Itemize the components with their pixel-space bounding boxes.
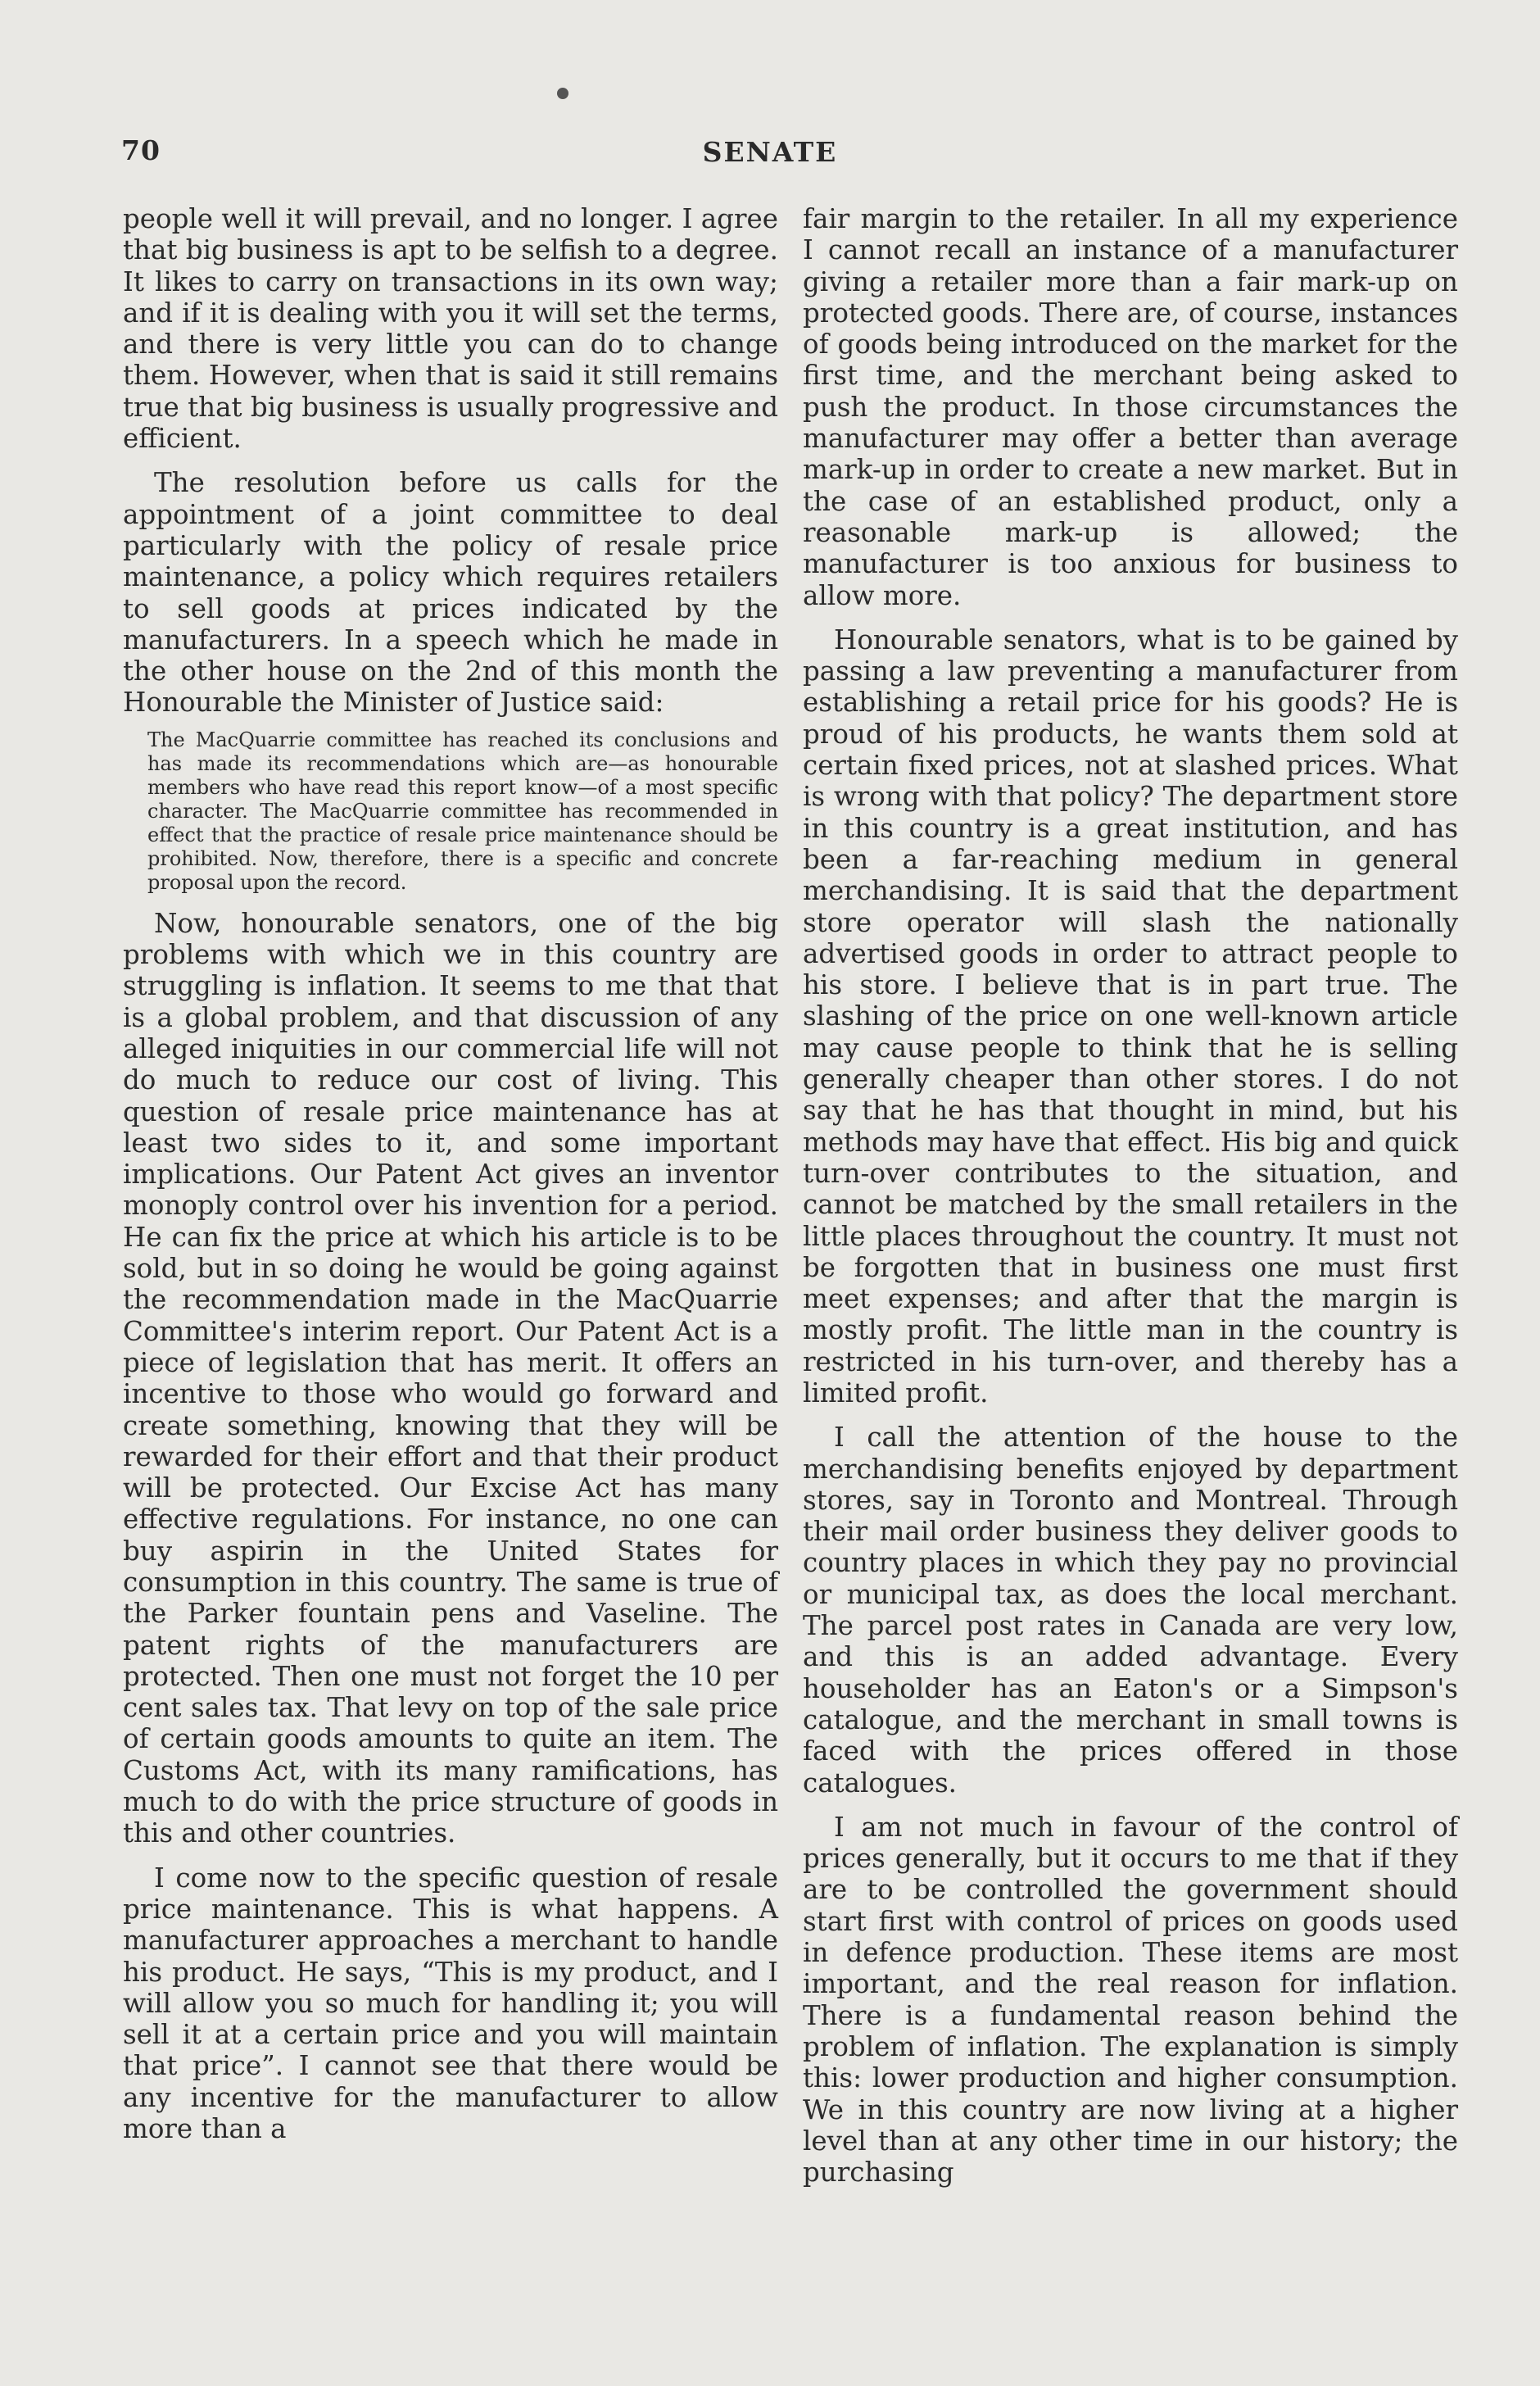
paragraph: Honourable senators, what is to be gained by passing a law preventing a manufacturer from establishing a retail price for his goods? He is proud of his products, he wants them sold at certain fixed prices, not at slashed prices. What is wrong with that policy? The department store in this country is a great institution, and has been a far-reaching medium in general merchandising. It is said that the department store operator will slash the nationally advertised goods in order to attract people to his store. I believe that is in part true. The slashing of the price on one well-known article may cause people to think that he is selling generally cheaper than other stores. I do not say that he has that thought in mind, but his methods may have that effect. His big and quick turn-over contributes to the situation, and cannot be matched by the small retailers in the little places throughout the country. It must not be forgotten that in business one must first meet expenses; and after that the margin is mostly profit. The little man in the country is restricted in his turn-over, and thereby has a limited profit. [803,624,1458,1408]
paragraph: fair margin to the retailer. In all my experience I cannot recall an instance of a manufacturer giving a retailer more than a fair mark-up on protected goods. There are, of course, instances of goods being introduced on the market for the first time, and the merchant being asked to push the product. In those circumstances the manufacturer may offer a better than average mark-up in order to create a new market. But in the case of an established product, only a reasonable mark-up is allowed; the manufacturer is too anxious for business to allow more. [803,203,1458,611]
paragraph: I call the attention of the house to the merchandising benefits enjoyed by department stores, say in Toronto and Montreal. Through their mail order business they deliver goods to country places in which they pay no provincial or municipal tax, as does the local merchant. The parcel post rates in Canada are very low, and this is an added advantage. Every householder has an Eaton's or a Simpson's catalogue, and the merchant in small towns is faced with the prices offered in those catalogues. [803,1422,1458,1799]
block-quote: The MacQuarrie committee has reached its conclusions and has made its recommendations which are—as honourable members who have read this report know—of a most specific character. The MacQuarrie committee has recommended in effect that the practice of resale price maintenance should be prohibited. Now, therefore, there is a specific and concrete proposal upon the record. [147,728,778,894]
paragraph: people well it will prevail, and no longer. I agree that big business is apt to be selfish to a degree. It likes to carry on transactions in its own way; and if it is dealing with you it will set the terms, and there is very little you can do to change them. However, when that is said it still remains true that big business is usually progressive and efficient. [123,203,778,455]
paragraph: Now, honourable senators, one of the big problems with which we in this country are struggling is inflation. It seems to me that that is a global problem, and that discussion of any alleged iniquities in our commercial life will not do much to reduce our cost of living. This question of resale price maintenance has at least two sides to it, and some important implications. Our Patent Act gives an inventor monoply control over his invention for a period. He can fix the price at which his article is to be sold, but in so doing he would be going against the recommendation made in the MacQuarrie Committee's interim report. Our Patent Act is a piece of legislation that has merit. It offers an incentive to those who would go forward and create something, knowing that they will be rewarded for their effort and that their product will be protected. Our Excise Act has many effective regulations. For instance, no one can buy aspirin in the United States for consumption in this country. The same is true of the Parker fountain pens and Vaseline. The patent rights of the manufacturers are protected. Then one must not forget the 10 per cent sales tax. That levy on top of the sale price of certain goods amounts to quite an item. The Customs Act, with its many ramifications, has much to do with the price structure of goods in this and other countries. [123,907,778,1849]
page-number: 70 [121,134,161,166]
paragraph: The resolution before us calls for the appointment of a joint committee to deal particularly with the policy of resale price maintenance, a policy which requires retailers to sell goods at prices indicated by the manufacturers. In a speech which he made in the other house on the 2nd of this month the Honourable the Minister of Justice said: [123,467,778,719]
page-title: SENATE [702,136,838,168]
print-mark [557,88,568,99]
paragraph: I am not much in favour of the control of prices generally, but it occurs to me that if they are to be controlled the government should start first with control of prices on goods used in defence production. These items are most important, and the real reason for inflation. There is a fundamental reason behind the problem of inflation. The explanation is simply this: lower production and higher consumption. We in this country are now living at a higher level than at any other time in our history; the purchasing [803,1811,1458,2189]
right-column [803,203,1458,2188]
left-column [123,203,778,2144]
paragraph: I come now to the specific question of resale price maintenance. This is what happens. A manufacturer approaches a merchant to handle his product. He says, “This is my product, and I will allow you so much for handling it; you will sell it at a certain price and you will maintain that price”. I cannot see that there would be any incentive for the manufacturer to allow more than a [123,1862,778,2145]
